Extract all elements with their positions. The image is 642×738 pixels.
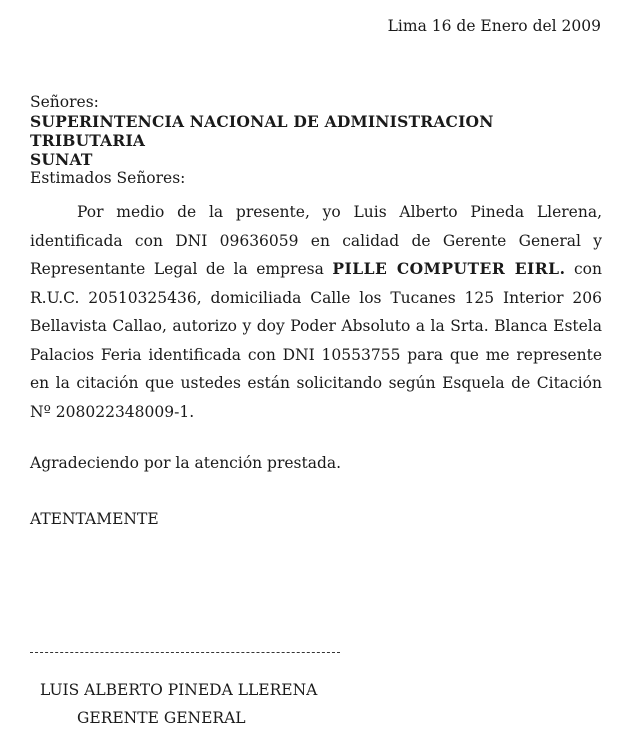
organization-name — [30, 112, 590, 169]
body-text-part-1: Por medio de la presente, yo Luis Alberto Pineda Llerena, identificada con DNI 09636059 en calidad de Gerente General y Representante Legal de la empresa — [30, 203, 602, 278]
organization-line-1: SUPERINTENCIA NACIONAL DE ADMINISTRACION TRIBUTARIA — [30, 112, 494, 150]
salutation-to: Señores: — [30, 93, 99, 111]
greeting: Estimados Señores: — [30, 169, 186, 187]
letter-body — [30, 198, 602, 426]
organization-line-2: SUNAT — [30, 150, 93, 169]
thanks-line: Agradeciendo por la atención prestada. — [30, 454, 342, 472]
body-text-part-2: con R.U.C. 20510325436, domiciliada Calle los Tucanes 125 Interior 206 Bellavista Callao, autorizo y doy Poder Absoluto a la Srta. Blanca Estela Palacios Feria identificada con DNI 10553755 para que me represente en la citación que ustedes están solicitando según Esquela de Citación Nº 208022348009-1. — [30, 260, 602, 421]
addressee-block — [30, 93, 590, 169]
signatory-title: GERENTE GENERAL — [77, 709, 246, 727]
signature-line — [30, 652, 340, 653]
signatory-name: LUIS ALBERTO PINEDA LLERENA — [40, 681, 318, 699]
closing: ATENTAMENTE — [30, 510, 159, 528]
letter-date: Lima 16 de Enero del 2009 — [387, 17, 601, 35]
company-name: PILLE COMPUTER EIRL. — [332, 259, 566, 278]
